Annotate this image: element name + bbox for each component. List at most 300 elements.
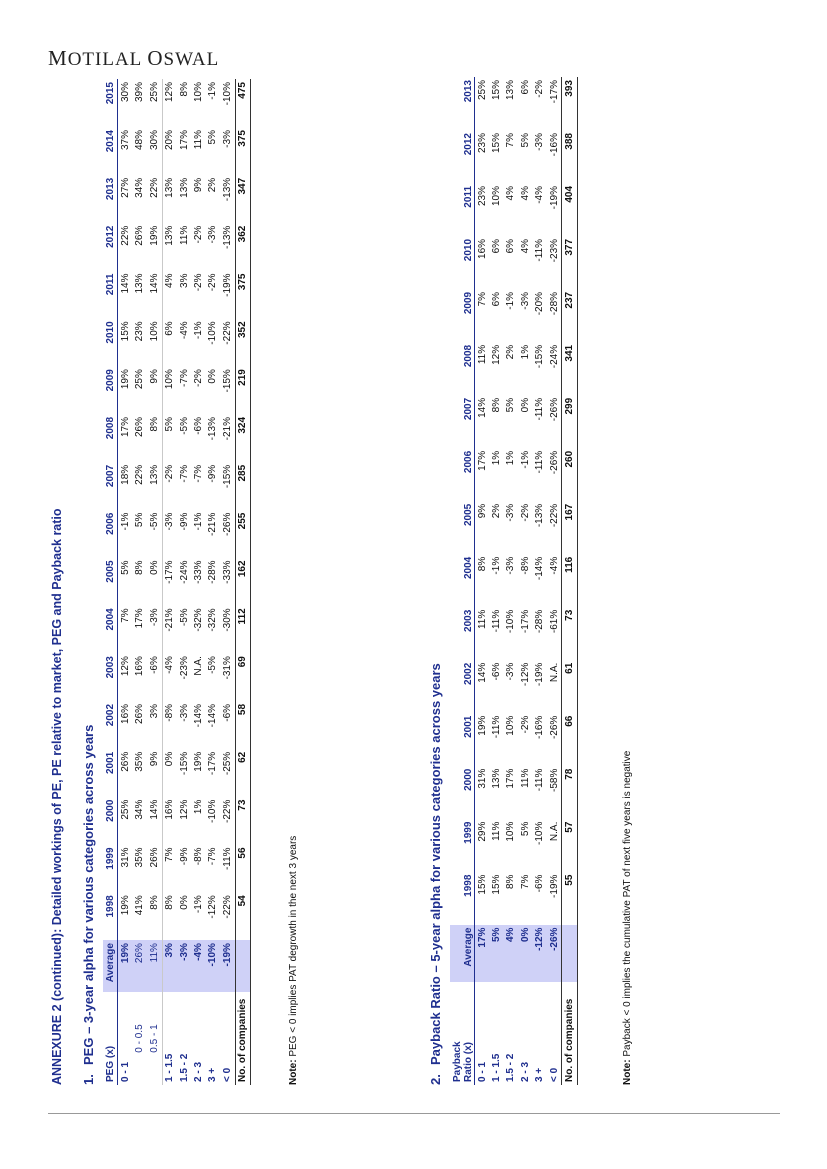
table-cell: -11%: [534, 397, 546, 421]
row-label: 0 - 1: [476, 1061, 488, 1082]
table-cell: -1%: [120, 512, 132, 531]
table-cell: 17%: [476, 450, 488, 471]
table-cell: -5%: [148, 512, 160, 531]
table-cell: 15%: [491, 133, 503, 154]
table-cell: -13%: [534, 503, 546, 528]
table-cell: 27%: [120, 177, 132, 198]
table-cell: 0%: [148, 560, 160, 575]
table-cell: 13%: [505, 80, 517, 101]
companies-cell: 237: [562, 289, 577, 342]
table-cell: -2%: [162, 462, 177, 510]
table-cell: 12%: [178, 799, 190, 820]
table-cell: -21%: [162, 605, 177, 653]
table-cell: 5%: [207, 130, 219, 145]
table-cell: 15%: [491, 874, 503, 895]
table-cell: 5%: [134, 512, 146, 528]
table-cell: -10%: [207, 321, 219, 345]
table-cell: 34%: [134, 177, 146, 198]
table-cell: -3%: [505, 662, 517, 681]
table-cell: -24%: [548, 344, 560, 369]
table-cell: -11%: [534, 238, 546, 262]
year-header: 2003: [450, 607, 475, 660]
table-cell: 6%: [505, 238, 517, 254]
companies-cell: 375: [235, 271, 250, 319]
table-cell: 4%: [519, 185, 531, 201]
table-row: [518, 77, 532, 1085]
table-cell: 26%: [148, 847, 160, 868]
table-cell: 16%: [134, 656, 146, 677]
row-label: < 0: [548, 1067, 560, 1082]
table-cell: -2%: [534, 80, 546, 98]
table-cell: -1%: [193, 321, 205, 340]
table-cell: 48%: [134, 130, 146, 151]
table-cell: -2%: [519, 503, 531, 522]
year-header: 2007: [103, 462, 118, 510]
table-cell: N.A.: [548, 662, 560, 683]
table-cell: 12%: [120, 656, 132, 677]
table-cell: -13%: [207, 416, 219, 441]
label-column-header: PEG (x): [103, 992, 118, 1085]
year-header: 2009: [103, 366, 118, 414]
table-cell: 13%: [162, 175, 177, 223]
row-average: 11%: [147, 940, 162, 992]
table-cell: -7%: [193, 464, 205, 483]
row-average: -19%: [220, 940, 235, 992]
table-cell: -33%: [193, 560, 205, 584]
table-cell: 6%: [491, 291, 503, 307]
table-cell: 6%: [162, 318, 177, 366]
table-cell: 14%: [148, 799, 160, 820]
table-cell: -30%: [221, 608, 233, 632]
table-cell: -21%: [221, 416, 233, 441]
table-cell: 2%: [207, 177, 219, 193]
row-label: 2 - 3: [193, 1061, 205, 1082]
table-cell: 15%: [491, 80, 503, 101]
section2-note: Note: Payback < 0 implies the cumulative PAT of next five years is negative: [622, 750, 633, 1085]
table-cell: 10%: [162, 366, 177, 414]
table-cell: -11%: [491, 715, 503, 739]
table-cell: -19%: [548, 874, 560, 898]
row-label: 0 - 0.5: [134, 1024, 146, 1053]
row-label: 0.5 - 1: [148, 1024, 160, 1053]
table-cell: -3%: [534, 133, 546, 151]
year-header: 2000: [103, 797, 118, 845]
table-cell: 18%: [120, 464, 132, 485]
table-cell: -7%: [178, 369, 190, 387]
row-label: 3 +: [534, 1067, 546, 1082]
year-header: 2009: [450, 289, 475, 342]
row-average: 4%: [504, 925, 518, 983]
table-cell: -23%: [548, 238, 560, 263]
table-cell: 5%: [519, 821, 531, 837]
row-average: 19%: [118, 940, 133, 992]
companies-cell: 56: [235, 844, 250, 892]
table-cell: 25%: [120, 799, 132, 820]
table-cell: -4%: [548, 556, 560, 575]
average-column-header: Average: [450, 925, 475, 983]
footer-divider: [48, 1113, 780, 1114]
table-cell: 11%: [476, 344, 488, 365]
year-header: 2012: [450, 130, 475, 183]
table-cell: -3%: [519, 291, 531, 310]
table-cell: 14%: [148, 273, 160, 294]
table-cell: 17%: [505, 768, 517, 789]
row-label: 0 - 1: [120, 1061, 132, 1082]
table-cell: 30%: [120, 82, 132, 103]
table-cell: -14%: [534, 556, 546, 581]
table-cell: -13%: [221, 177, 233, 202]
table-cell: 10%: [193, 82, 205, 103]
table-cell: -3%: [221, 130, 233, 148]
table-cell: 25%: [148, 82, 160, 103]
companies-cell: 112: [235, 605, 250, 653]
table-row: [533, 77, 547, 1085]
table-cell: -4%: [178, 321, 190, 340]
table-cell: 23%: [134, 321, 146, 342]
table-cell: 11%: [178, 225, 190, 245]
table-cell: -58%: [548, 768, 560, 792]
year-header: 2004: [103, 605, 118, 653]
table-cell: 10%: [505, 715, 517, 736]
table-cell: 3%: [148, 703, 160, 719]
table-cell: 19%: [193, 751, 205, 772]
table-cell: -17%: [548, 80, 560, 104]
companies-cell: 341: [562, 342, 577, 395]
companies-cell: 404: [562, 183, 577, 236]
table-cell: 37%: [120, 130, 132, 151]
table-cell: -5%: [178, 416, 190, 435]
row-average: 3%: [162, 940, 177, 992]
table-cell: -6%: [221, 703, 233, 722]
year-header: 2002: [450, 660, 475, 713]
year-header: 2011: [103, 271, 118, 319]
section2-title: [428, 663, 443, 1085]
table-cell: 0%: [207, 369, 219, 384]
year-header: 2005: [103, 557, 118, 605]
table-cell: -2%: [207, 273, 219, 292]
companies-cell: 116: [562, 554, 577, 607]
row-label: 2 - 3: [519, 1061, 531, 1082]
table-cell: -17%: [519, 609, 531, 634]
year-header: 2001: [450, 713, 475, 766]
table-cell: -11%: [221, 847, 233, 871]
table-cell: -8%: [162, 701, 177, 749]
table-cell: -15%: [534, 344, 546, 369]
table-cell: 9%: [193, 177, 205, 193]
section2-title-text: Payback Ratio – 5-year alpha for various categories across years: [428, 663, 443, 1065]
table-row: [475, 77, 490, 1085]
table-cell: -28%: [207, 560, 219, 584]
section1-number: 1.: [81, 1074, 96, 1085]
table-cell: 19%: [120, 895, 132, 916]
table-cell: 9%: [148, 369, 160, 384]
table-cell: -28%: [548, 291, 560, 316]
table-cell: 11%: [491, 821, 503, 841]
label-column-header: [450, 982, 475, 1085]
table-cell: -5%: [207, 656, 219, 674]
table-cell: 9%: [148, 751, 160, 767]
table-cell: 1%: [505, 450, 517, 466]
table-cell: 17%: [120, 416, 132, 437]
companies-cell: 167: [562, 501, 577, 554]
table-cell: 6%: [491, 238, 503, 254]
table-cell: -61%: [548, 609, 560, 634]
year-header: 2005: [450, 501, 475, 554]
table-cell: -22%: [221, 895, 233, 919]
table-cell: 3%: [178, 273, 190, 288]
companies-label: No. of companies: [235, 992, 250, 1085]
table-cell: 8%: [476, 556, 488, 572]
table-cell: -3%: [207, 225, 219, 244]
table-cell: 26%: [120, 751, 132, 772]
table-cell: 34%: [134, 799, 146, 820]
table-cell: -15%: [178, 751, 190, 776]
table-cell: -10%: [221, 82, 233, 106]
row-average: 0%: [518, 925, 532, 983]
table-cell: 1%: [193, 799, 205, 815]
table-cell: -1%: [193, 512, 205, 531]
table-cell: 26%: [134, 225, 146, 246]
table-row: [206, 79, 220, 1085]
row-average: -26%: [547, 925, 562, 983]
table-cell: -1%: [193, 895, 205, 914]
table-cell: -14%: [207, 703, 219, 728]
table-cell: -7%: [207, 847, 219, 866]
companies-cell: 219: [235, 366, 250, 414]
table-cell: 8%: [491, 397, 503, 413]
table-cell: N.A.: [548, 821, 560, 842]
table-cell: -1%: [207, 82, 219, 100]
table-cell: 0%: [162, 749, 177, 797]
companies-cell: 73: [562, 607, 577, 660]
table-cell: 2%: [505, 344, 517, 360]
table-cell: -14%: [193, 703, 205, 728]
table-cell: 11%: [519, 768, 531, 788]
year-header: 2001: [103, 749, 118, 797]
table-cell: -3%: [148, 608, 160, 627]
companies-cell: 362: [235, 223, 250, 271]
table-cell: -10%: [534, 821, 546, 845]
year-header: 2002: [103, 701, 118, 749]
table-row: [489, 77, 503, 1085]
year-header: 2010: [103, 318, 118, 366]
table-cell: 1%: [491, 450, 503, 466]
year-header: 1999: [103, 844, 118, 892]
table-cell: -17%: [207, 751, 219, 776]
year-header: 2013: [450, 77, 475, 130]
table-cell: 19%: [148, 225, 160, 246]
table-cell: 12%: [162, 79, 177, 127]
table-cell: -3%: [178, 703, 190, 722]
row-average: 26%: [133, 940, 147, 992]
companies-cell: 66: [562, 713, 577, 766]
table-cell: 22%: [134, 464, 146, 485]
companies-cell: 377: [562, 236, 577, 289]
companies-row: [235, 79, 250, 1085]
companies-cell: 69: [235, 653, 250, 701]
year-header: 2008: [103, 414, 118, 462]
table-cell: -9%: [178, 847, 190, 866]
table-cell: 23%: [476, 185, 488, 206]
companies-cell: 58: [235, 701, 250, 749]
row-label: < 0: [221, 1067, 233, 1082]
table-row: [504, 77, 518, 1085]
label-header-line2: Ratio (x): [463, 1042, 474, 1082]
row-average: -12%: [533, 925, 547, 983]
table-cell: -13%: [221, 225, 233, 250]
table-cell: 25%: [134, 369, 146, 390]
table-cell: 4%: [519, 238, 531, 254]
brand-logo: MOTILAL OSWAL: [48, 46, 220, 70]
table-cell: 5%: [162, 414, 177, 462]
section1-title: [81, 725, 96, 1085]
table-cell: -32%: [193, 608, 205, 632]
companies-cell: 54: [235, 892, 250, 940]
companies-average-blank: [235, 940, 250, 992]
table-cell: 13%: [134, 273, 146, 294]
table-cell: 2%: [491, 503, 503, 519]
table-cell: 0%: [519, 397, 531, 413]
table-cell: -11%: [534, 768, 546, 792]
table-cell: -4%: [534, 185, 546, 204]
companies-cell: 73: [235, 797, 250, 845]
table-row: [162, 79, 177, 1085]
table-cell: 29%: [476, 821, 488, 842]
table-cell: 8%: [178, 82, 190, 97]
table-cell: 14%: [476, 662, 488, 683]
table-cell: 16%: [120, 703, 132, 724]
row-label: 1.5 - 2: [178, 1053, 190, 1082]
table-cell: -6%: [193, 416, 205, 435]
table-cell: 19%: [476, 715, 488, 736]
table-cell: 8%: [134, 560, 146, 575]
table-cell: -26%: [548, 450, 560, 475]
table-cell: 11%: [476, 609, 488, 630]
row-label: 1.5 - 2: [505, 1053, 517, 1082]
table-cell: -22%: [221, 321, 233, 345]
table-cell: 7%: [162, 844, 177, 892]
table-cell: 11%: [193, 130, 205, 150]
table-row: [177, 79, 191, 1085]
table-cell: -4%: [162, 653, 177, 701]
table-cell: -10%: [207, 799, 219, 823]
table-cell: -19%: [221, 273, 233, 297]
table-row: [147, 79, 162, 1085]
table-cell: 13%: [491, 768, 503, 789]
table-cell: 31%: [476, 768, 488, 789]
average-column-header: Average: [103, 940, 118, 992]
table-cell: 30%: [148, 130, 160, 151]
companies-cell: 388: [562, 130, 577, 183]
companies-cell: 375: [235, 127, 250, 175]
table-cell: N.A.: [193, 656, 205, 676]
table-cell: 19%: [120, 369, 132, 390]
row-average: 17%: [475, 925, 490, 983]
table-cell: 17%: [134, 608, 146, 629]
table-cell: 12%: [491, 344, 503, 365]
table-row: [547, 77, 562, 1085]
table-cell: 26%: [134, 703, 146, 724]
table-cell: 20%: [162, 127, 177, 175]
table-cell: 22%: [148, 177, 160, 198]
table-cell: -2%: [193, 225, 205, 244]
table-cell: -11%: [491, 609, 503, 633]
table-cell: 17%: [178, 130, 190, 151]
section1-note: Note: PEG < 0 implies PAT degrowth in the next 3 years: [288, 835, 299, 1085]
companies-cell: 55: [562, 872, 577, 925]
year-header: 2007: [450, 395, 475, 448]
companies-label: No. of companies: [562, 982, 577, 1085]
table-cell: 9%: [476, 503, 488, 519]
companies-cell: 324: [235, 414, 250, 462]
companies-average-blank: [562, 925, 577, 983]
year-header: 2008: [450, 342, 475, 395]
table-cell: -26%: [548, 397, 560, 422]
year-header: 2006: [450, 448, 475, 501]
table-cell: 8%: [505, 874, 517, 890]
label-header-line1: Payback: [452, 1041, 463, 1082]
row-average: -10%: [206, 940, 220, 992]
table-cell: 15%: [476, 874, 488, 895]
year-header: 2013: [103, 175, 118, 223]
companies-cell: 475: [235, 79, 250, 127]
companies-cell: 57: [562, 819, 577, 872]
table-cell: -9%: [178, 512, 190, 531]
row-label: 1 - 1.5: [491, 1053, 503, 1082]
section2-number: 2.: [428, 1074, 443, 1085]
table-cell: -25%: [221, 751, 233, 776]
companies-cell: 352: [235, 318, 250, 366]
table-cell: 35%: [134, 847, 146, 868]
row-average: -4%: [191, 940, 205, 992]
table-cell: -16%: [534, 715, 546, 740]
companies-cell: 78: [562, 766, 577, 819]
companies-cell: 255: [235, 510, 250, 558]
table-cell: -3%: [505, 556, 517, 575]
table-cell: 13%: [178, 177, 190, 198]
table-row: [220, 79, 235, 1085]
table-cell: -16%: [548, 133, 560, 157]
payback-table: [450, 77, 578, 1085]
table-cell: -22%: [548, 503, 560, 528]
table-cell: 35%: [134, 751, 146, 772]
companies-cell: 162: [235, 557, 250, 605]
section1-title-text: PEG – 3-year alpha for various categories across years: [81, 724, 96, 1065]
year-header: 1999: [450, 819, 475, 872]
rotated-page-content: [48, 75, 748, 1085]
year-header: 2012: [103, 223, 118, 271]
companies-cell: 62: [235, 749, 250, 797]
row-average: -3%: [177, 940, 191, 992]
year-header: 2003: [103, 653, 118, 701]
companies-row: [562, 77, 577, 1085]
table-cell: -7%: [178, 464, 190, 483]
table-cell: 31%: [120, 847, 132, 868]
table-cell: -6%: [534, 874, 546, 893]
year-header: 1998: [450, 872, 475, 925]
table-cell: 1%: [519, 344, 531, 360]
table-cell: 8%: [148, 416, 160, 432]
companies-cell: 299: [562, 395, 577, 448]
table-cell: -1%: [505, 291, 517, 310]
table-cell: -15%: [221, 369, 233, 393]
table-cell: -20%: [534, 291, 546, 316]
year-header: 2014: [103, 127, 118, 175]
table-cell: 16%: [476, 238, 488, 259]
table-cell: 39%: [134, 82, 146, 103]
table-cell: 23%: [476, 133, 488, 154]
table-cell: 26%: [134, 416, 146, 437]
